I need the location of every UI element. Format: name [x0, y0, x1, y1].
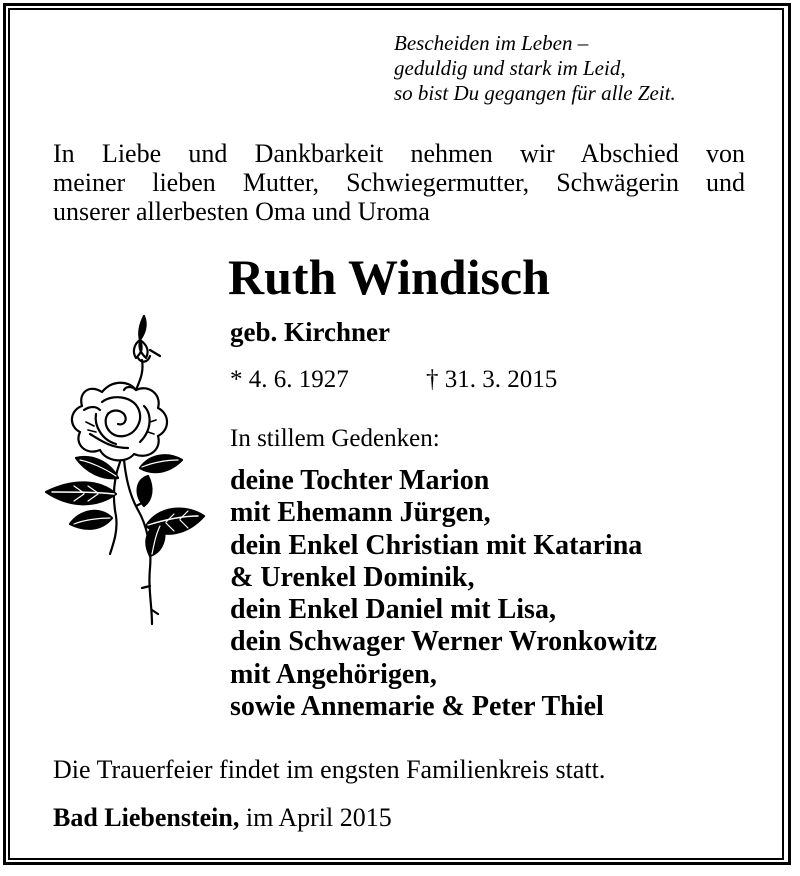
mourner-line: deine Tochter Marion [230, 465, 490, 496]
motto-line-2: geduldig und stark im Leid, [394, 56, 626, 80]
rose-icon [40, 310, 210, 630]
place-town: Bad Liebenstein, [53, 803, 240, 832]
mourner-line: & Urenkel Dominik, [230, 561, 475, 593]
motto-verse [394, 31, 676, 106]
mourner-line: dein Enkel Daniel mit Lisa, [230, 594, 556, 626]
mourner-line: mit Angehörigen, [230, 658, 437, 690]
intro-line-2: meiner lieben Mutter, Schwiegermutter, Schwägerin und [53, 168, 745, 197]
mourner-line: sowie Annemarie & Peter Thiel [230, 691, 604, 723]
birth-date: * 4. 6. 1927 [230, 366, 349, 393]
mourners-list [230, 465, 657, 723]
intro-line-1: In Liebe und Dankbarkeit nehmen wir Abschied von [53, 139, 745, 168]
place-date-line [53, 803, 392, 833]
motto-line-3: so bist Du gegangen für alle Zeit. [394, 81, 676, 105]
place-date: im April 2015 [245, 803, 392, 832]
mourner-line: dein Schwager Werner Wronkowitz [230, 626, 658, 658]
ceremony-note: Die Trauerfeier findet im engsten Familienkreis statt. [53, 755, 606, 784]
mourner-line: dein Enkel Christian mit Katarina [230, 529, 643, 561]
death-date: † 31. 3. 2015 [426, 366, 558, 393]
deceased-name: Ruth Windisch [228, 249, 550, 305]
intro-line-3: unserer allerbesten Oma und Uroma [53, 197, 430, 226]
life-dates [230, 366, 558, 394]
gedenken-heading: In stillem Gedenken: [230, 425, 440, 452]
motto-line-1: Bescheiden im Leben – [394, 31, 589, 55]
intro-paragraph [53, 139, 745, 226]
mourner-line: mit Ehemann Jürgen, [230, 497, 491, 529]
maiden-name: geb. Kirchner [230, 317, 390, 347]
